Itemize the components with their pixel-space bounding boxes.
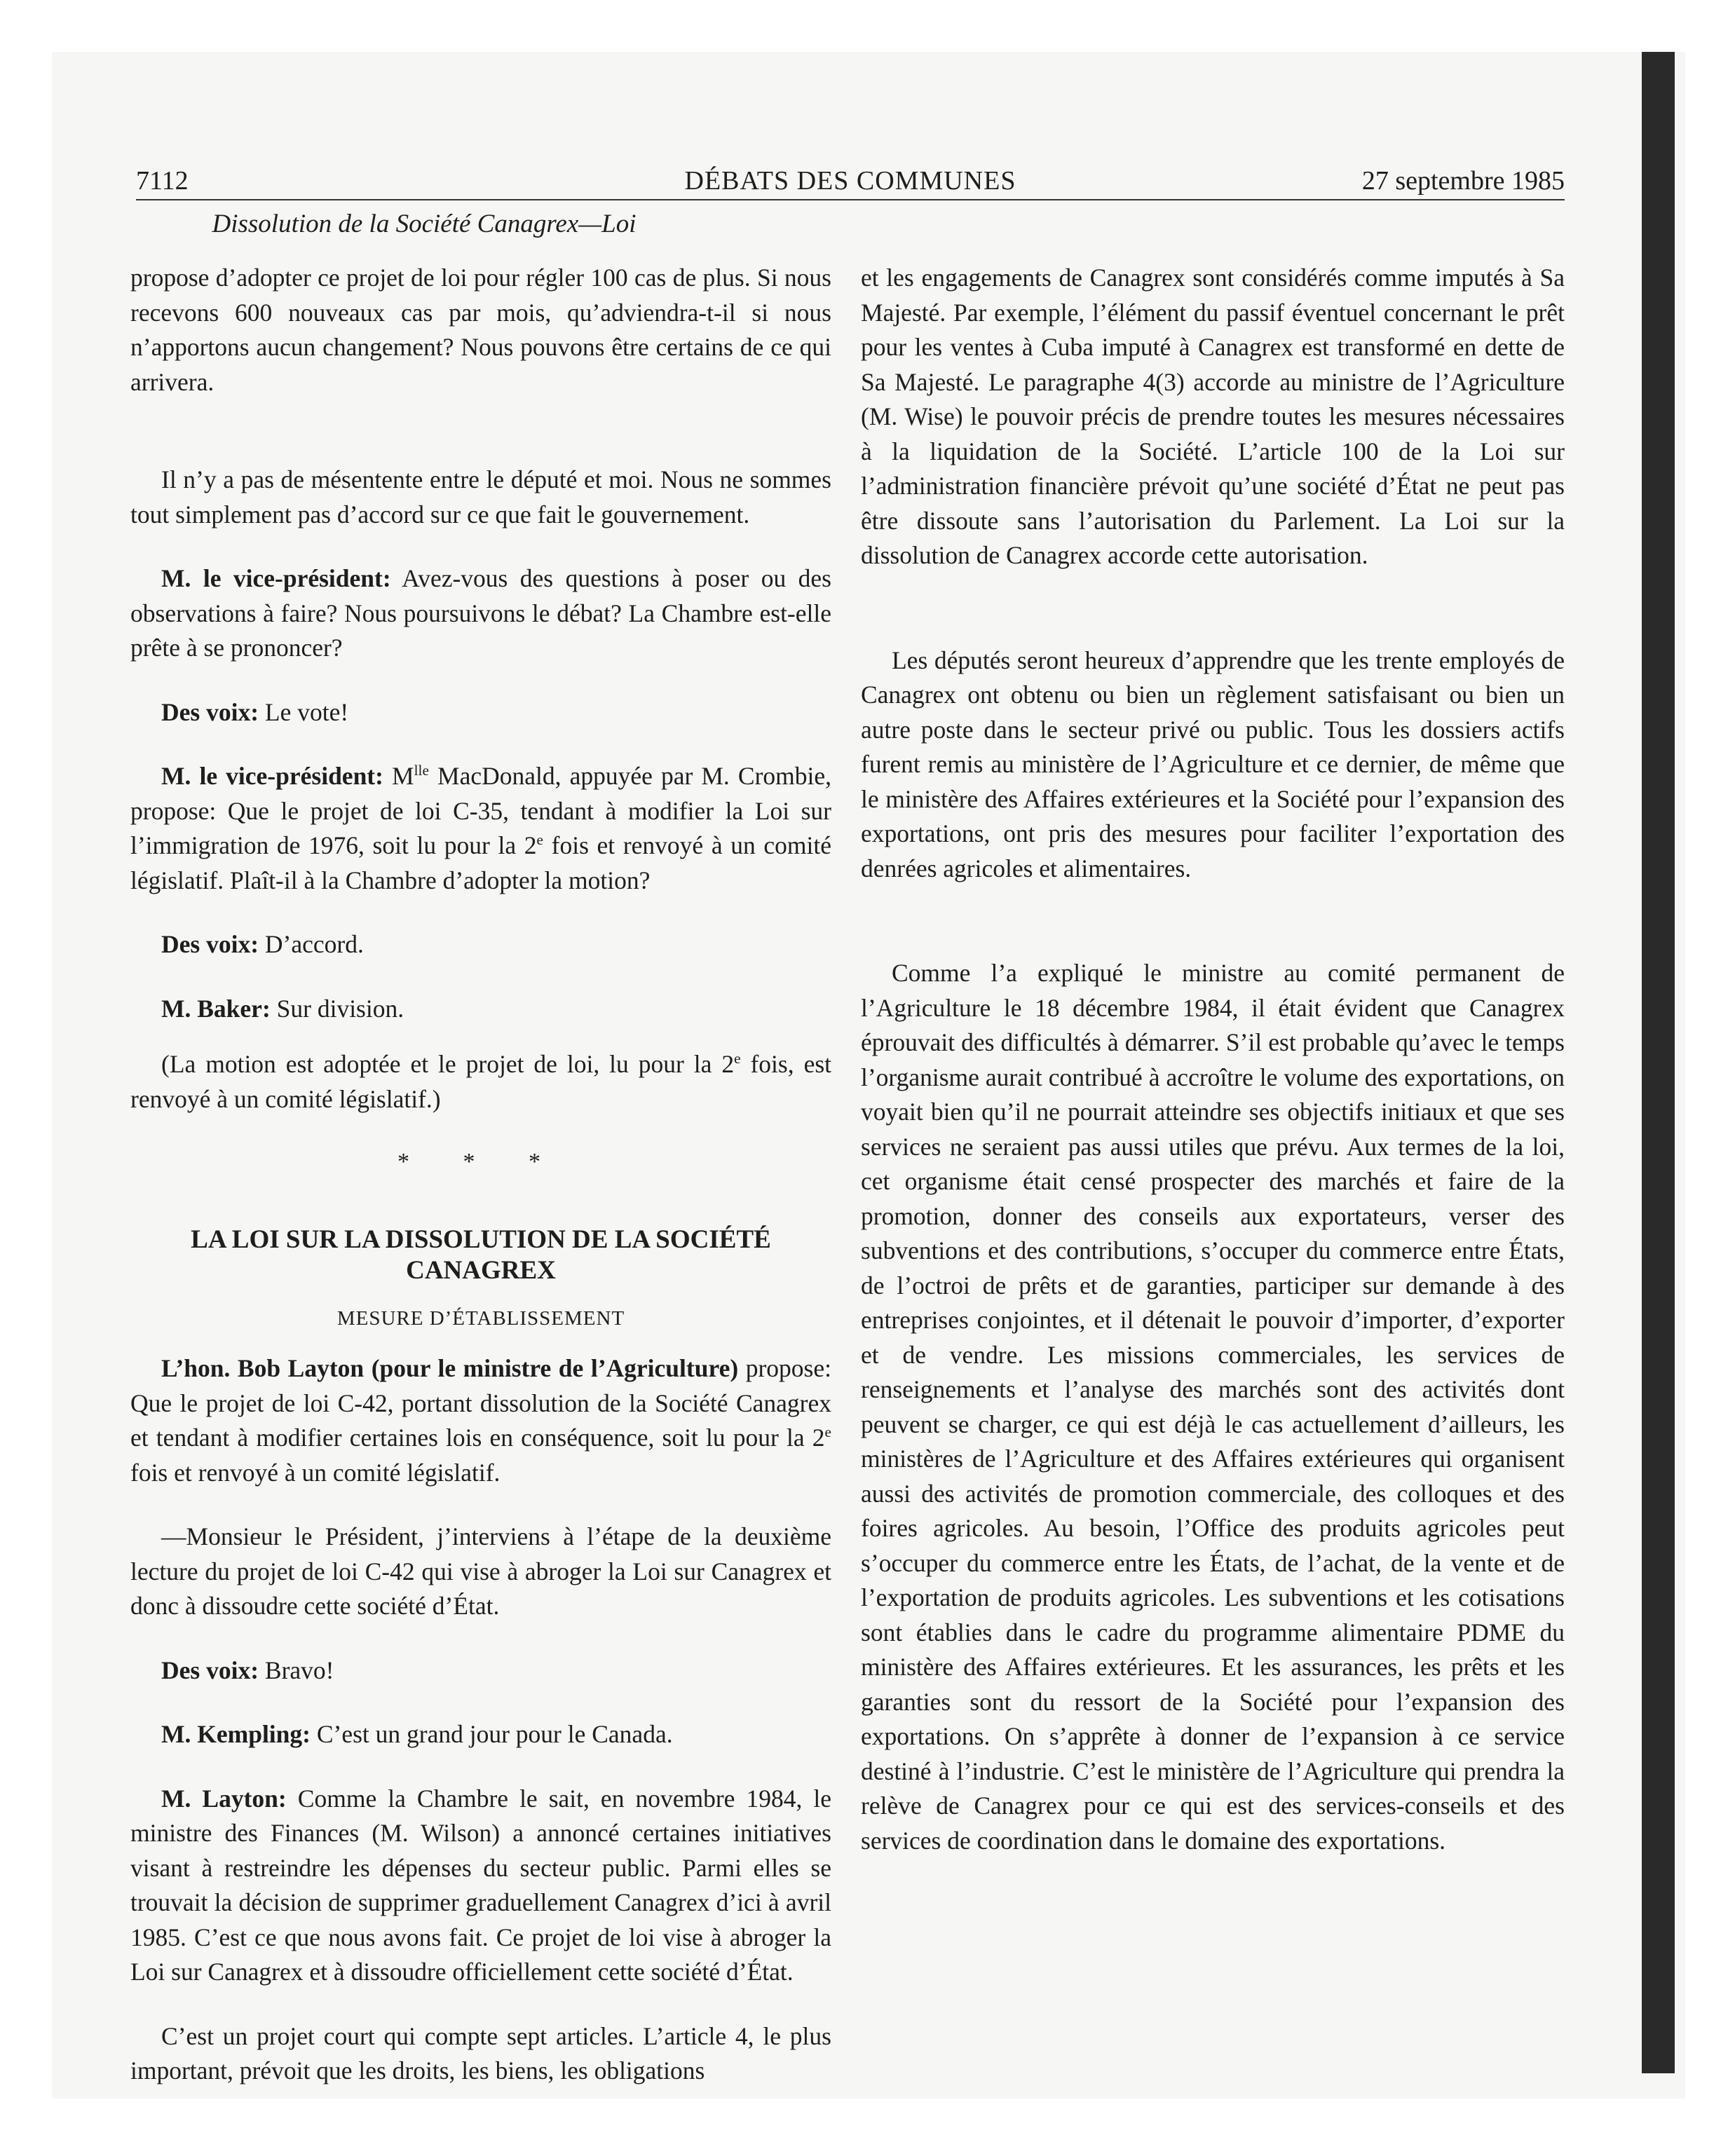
speech-text: Le vote! xyxy=(259,697,349,726)
speaker-name: M. Baker: xyxy=(161,994,271,1023)
section-title-line: CANAGREX xyxy=(406,1255,556,1285)
speaker-name: Des voix: xyxy=(161,930,259,958)
section-title xyxy=(130,1224,831,1286)
speech-text: Bravo! xyxy=(259,1656,334,1684)
paragraph: Il n’y a pas de mésentente entre le député et moi. Nous ne sommes tout simplement pas d’accord sur ce que fait le gouvernement. xyxy=(130,465,831,528)
speech-text: Avez-vous des questions à poser ou des observations à faire? Nous poursuivons le débat? La Chambre est-elle prête à se prononcer? xyxy=(130,564,831,662)
paragraph: C’est un projet court qui compte sept articles. L’article 4, le plus important, prévoit que les droits, les biens, les obligations xyxy=(130,2021,831,2085)
page-header xyxy=(136,163,1565,200)
speaker-name: M. Kempling: xyxy=(161,1720,311,1748)
speaker-name: Des voix: xyxy=(161,697,259,726)
speech-text: Sur division. xyxy=(270,994,404,1023)
speech-paragraph xyxy=(130,1782,831,1990)
section-subtitle: MESURE D’ÉTABLISSEMENT xyxy=(336,1306,625,1330)
speech-paragraph xyxy=(130,927,831,962)
speech-paragraph xyxy=(130,1653,831,1688)
speech-text: Comme la Chambre le sait, en novembre 1984, le ministre des Finances (M. Wilson) a annoncé certaines initiatives visant à restreindre les dépenses du secteur public. Parmi elles se trouvait la décision de supprimer graduellement Canagrex d’ici à avril 1985. C’est ce que nous avons fait. Ce projet de loi vise à abroger la Loi sur Canagrex et à dissoudre officiellement cette société d’État. xyxy=(130,1784,831,1986)
speech-text: propose: Que le projet de loi C-42, portant dissolution de la Société Canagrex et tendant à modifier certaines lois en conséquence, soit lu pour la 2 xyxy=(130,1354,831,1452)
superscript: lle xyxy=(414,762,429,779)
superscript: e xyxy=(734,1050,741,1067)
speech-text: fois et renvoyé à un comité législatif. xyxy=(130,1458,501,1487)
paragraph: Comme l’a expliqué le ministre au comité permanent de l’Agriculture le 18 décembre 1984, il était évident que Canagrex éprouvait des difficultés à démarrer. S’il est probable qu’avec le temps l’organisme aurait contribué à accroître le volume des exportations, on voyait bien qu’il ne pourrait atteindre ses objectifs initiaux et que ses services ne seraient pas aussi utiles que prévu. Aux termes de la loi, cet organisme était censé prospecter des marchés et faire de la promotion, donner des conseils aux exportateurs, verser des subventions et des contributions, s’occuper du commerce entre États, de l’octroi de prêts et de garanties, participer sur demande à des entreprises conjointes, et il détenait le pouvoir d’importer, d’exporter et de vendre. Les missions commerciales, les services de renseignements et l’analyse des marchés sont des activités dont peuvent se charger, ce qui est déjà le cas actuellement d’ailleurs, les ministères de l’Agriculture et des Affaires extérieures qui organisent aussi des activités de promotion commerciale, des colloques et des foires agricoles. Au besoin, l’Office des produits agricoles peut s’occuper du commerce entre les États, de l’achat, de la vente et de l’exportation de produits agricoles. Les subventions et les cotisations sont établies dans le cadre du programme alimentaire PDME du ministère des Affaires extérieures. Et les assurances, les prêts et les garanties sont du ressort de la Société pour l’expansion des exportations. On s’apprête à donner de l’expansion à ce service destiné à l’industrie. C’est le ministère de l’Agriculture qui prendra la relève de Canagrex pour ce qui est des services-conseils et des services de coordination dans le domaine des exportations. xyxy=(861,959,1565,1855)
speech-paragraph xyxy=(130,759,831,898)
speech-paragraph xyxy=(130,695,831,730)
speech-text: MacDonald, appuyée par M. Crombie, propose: Que le projet de loi C-35, tendant à modifier la Loi sur l’immigration de 1976, soit lu pour la 2 xyxy=(130,762,832,859)
speaker-name: M. le vice-président: xyxy=(161,762,383,790)
section-title-line: LA LOI SUR LA DISSOLUTION DE LA SOCIÉTÉ xyxy=(191,1224,771,1254)
left-column xyxy=(130,261,831,2089)
paragraph: Les députés seront heureux d’apprendre que les trente employés de Canagrex ont obtenu ou bien un règlement satisfaisant ou bien un autre poste dans le secteur privé ou public. Tous les dossiers actifs furent remis au ministère de l’Agriculture et ce dernier, de même que le ministère des Affaires extérieures et la Société pour l’expansion des exportations, ont pris des mesures pour faciliter l’exportation des denrées agricoles et alimentaires. xyxy=(861,646,1565,882)
paragraph: —Monsieur le Président, j’interviens à l’étape de la deuxième lecture du projet de loi C-42 qui vise à abroger la Loi sur Canagrex et donc à dissoudre cette société d’État. xyxy=(130,1522,831,1620)
publication-date: 27 septembre 1985 xyxy=(1361,166,1565,196)
page-number: 7112 xyxy=(136,166,189,196)
speech-text: D’accord. xyxy=(259,930,364,958)
speech-text: fois et renvoyé à un comité législatif. Plaît-il à la Chambre d’adopter la motion? xyxy=(130,831,831,894)
superscript: e xyxy=(536,831,543,849)
speaker-name: Des voix: xyxy=(161,1656,259,1684)
speech-paragraph xyxy=(130,1717,831,1752)
speaker-name: M. le vice-président: xyxy=(161,564,391,592)
paragraph: et les engagements de Canagrex sont considérés comme imputés à Sa Majesté. Par exemple, l’élément du passif éventuel concernant le prêt pour les ventes à Cuba imputé à Canagrex est transformé en dette de Sa Majesté. Le paragraphe 4(3) accorde au ministre de l’Agriculture (M. Wise) le pouvoir précis de prendre toutes les mesures nécessaires à la liquidation de la Société. L’article 100 de la Loi sur l’administration financière prévoit qu’une société d’État ne peut pas être dissoute sans l’autorisation du Parlement. La Loi sur la dissolution de Canagrex accorde cette autorisation. xyxy=(861,264,1565,569)
speech-text: M xyxy=(383,762,414,790)
speech-paragraph xyxy=(130,561,831,666)
speech-paragraph xyxy=(130,992,831,1027)
publication-title: DÉBATS DES COMMUNES xyxy=(684,166,1016,196)
scan-edge-bar xyxy=(1642,52,1675,2073)
right-column xyxy=(861,261,1565,1858)
paragraph: propose d’adopter ce projet de loi pour régler 100 cas de plus. Si nous recevons 600 nouveaux cas par mois, qu’adviendra-t-il si nous n’apportons aucun changement? Nous pouvons être certains de ce qui arrivera. xyxy=(130,264,831,396)
running-title: Dissolution de la Société Canagrex—Loi xyxy=(212,210,637,238)
section-separator: * * * xyxy=(397,1149,564,1175)
speaker-name: L’hon. Bob Layton (pour le ministre de l’Agriculture) xyxy=(161,1354,739,1382)
superscript: e xyxy=(824,1424,831,1441)
note-text: fois, est renvoyé à un comité législatif.) xyxy=(130,1050,831,1113)
procedural-note xyxy=(130,1047,831,1117)
speaker-name: M. Layton: xyxy=(161,1784,287,1813)
speech-paragraph xyxy=(130,1351,831,1490)
speech-text: C’est un grand jour pour le Canada. xyxy=(310,1720,673,1748)
note-text: (La motion est adoptée et le projet de loi, lu pour la 2 xyxy=(161,1050,735,1078)
